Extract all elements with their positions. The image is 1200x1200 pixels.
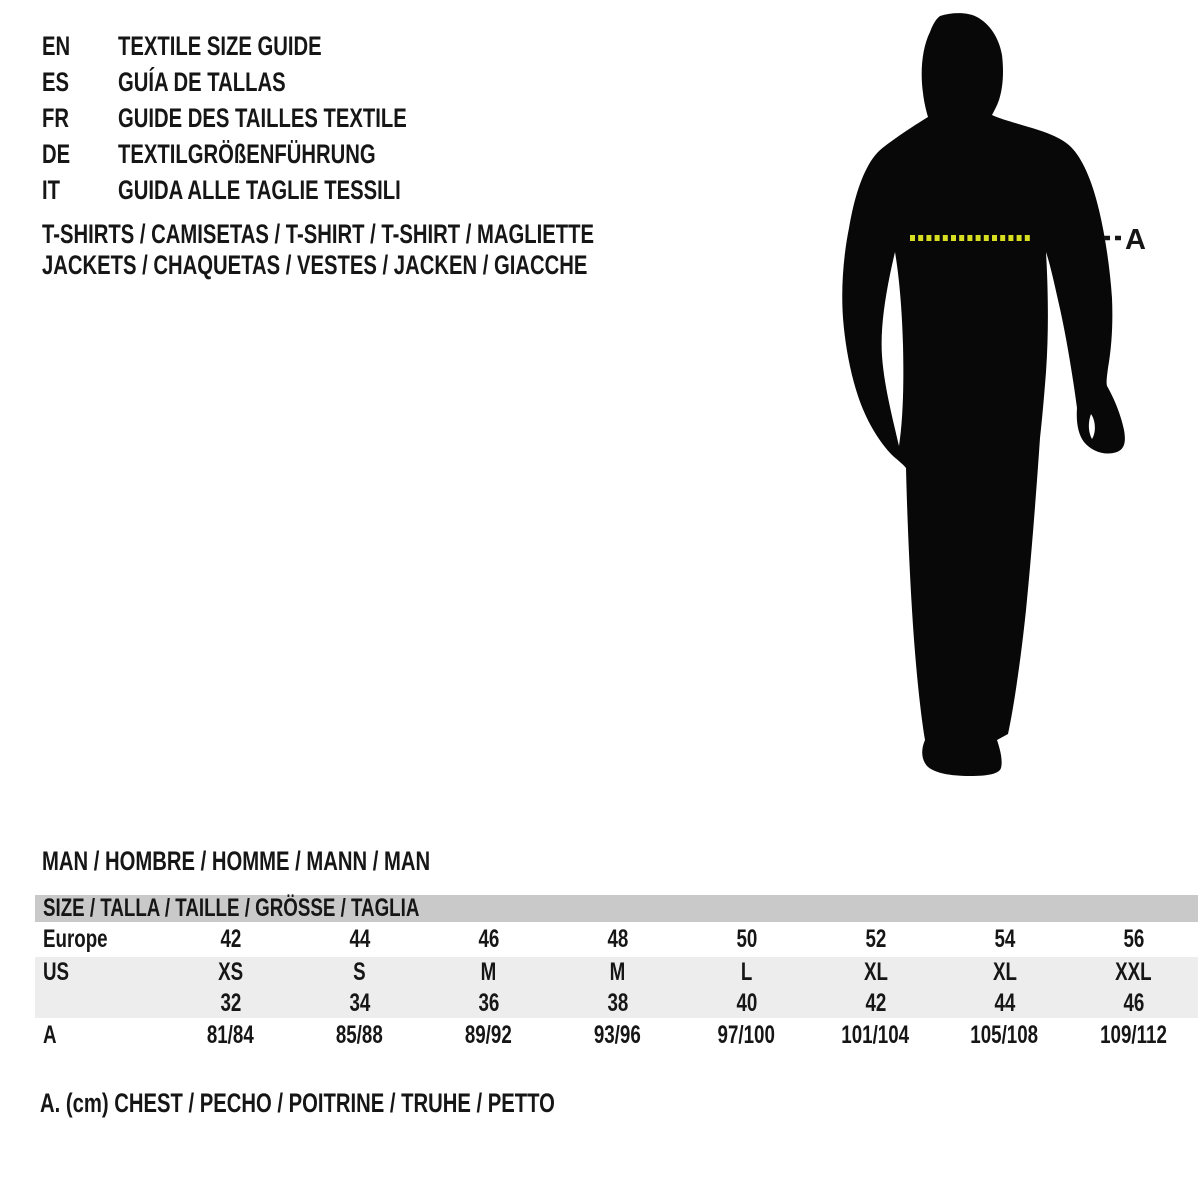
- cell-value: 46: [1123, 988, 1144, 1017]
- cell-value: 32: [220, 988, 241, 1017]
- cell-value: XS: [217, 958, 244, 986]
- cell-value: 52: [865, 925, 886, 953]
- cell-value: S: [353, 958, 366, 986]
- cell-value: 44: [994, 988, 1015, 1017]
- cell-value: L: [740, 958, 753, 986]
- cell-value: XL: [992, 958, 1017, 986]
- man-silhouette: [842, 13, 1125, 776]
- size-table-header: [35, 895, 1198, 922]
- table-row-us: [35, 957, 1198, 988]
- cell-value: 34: [349, 988, 370, 1017]
- language-code: EN: [42, 31, 71, 61]
- language-title: GUIDA ALLE TAGLIE TESSILI: [118, 175, 401, 205]
- category-list: [42, 219, 778, 281]
- cell-value: 97/100: [717, 1021, 776, 1049]
- cell-value: 105/108: [970, 1021, 1039, 1049]
- category-line-jackets: JACKETS / CHAQUETAS / VESTES / JACKEN / GIACCHE: [42, 250, 588, 280]
- table-row-chest: [35, 1018, 1198, 1053]
- cell-value: 40: [736, 988, 757, 1017]
- cell-value: 89/92: [465, 1021, 512, 1049]
- shaded-band: [35, 957, 1198, 1018]
- cell-value: 81/84: [207, 1021, 254, 1049]
- language-list: [42, 28, 503, 208]
- row-label: Europe: [43, 925, 108, 953]
- language-title: TEXTILE SIZE GUIDE: [118, 31, 322, 61]
- cell-value: XXL: [1115, 958, 1152, 986]
- language-title: GUIDE DES TAILLES TEXTILE: [118, 103, 407, 133]
- row-label: A: [43, 1021, 57, 1049]
- language-code: ES: [42, 67, 70, 97]
- cell-value: XL: [863, 958, 888, 986]
- cell-value: 93/96: [594, 1021, 641, 1049]
- measure-footnote: A. (cm) CHEST / PECHO / POITRINE / TRUHE / PETTO: [40, 1088, 555, 1118]
- cell-value: 44: [349, 925, 370, 953]
- cell-value: M: [609, 958, 626, 986]
- cell-value: 101/104: [841, 1021, 910, 1049]
- language-row-it: [42, 172, 503, 208]
- cell-value: 42: [220, 925, 241, 953]
- language-row-en: [42, 28, 503, 64]
- size-table-header-label: SIZE / TALLA / TAILLE / GRÖSSE / TAGLIA: [43, 894, 420, 922]
- language-code: IT: [42, 175, 60, 205]
- cell-value: 54: [994, 925, 1015, 953]
- cell-value: 85/88: [336, 1021, 383, 1049]
- cell-value: 36: [478, 988, 499, 1017]
- man-silhouette-figure: [838, 10, 1160, 782]
- language-title: TEXTILGRÖßENFÜHRUNG: [118, 139, 376, 169]
- cell-value: 48: [607, 925, 628, 953]
- cell-value: 38: [607, 988, 628, 1017]
- cell-value: M: [480, 958, 497, 986]
- cell-value: 50: [736, 925, 757, 953]
- language-code: DE: [42, 139, 71, 169]
- cell-value: 56: [1123, 925, 1144, 953]
- language-row-fr: [42, 100, 503, 136]
- table-row-alt-sizes: [35, 988, 1198, 1018]
- language-title: GUÍA DE TALLAS: [118, 67, 286, 97]
- category-line-tshirts: T-SHIRTS / CAMISETAS / T-SHIRT / T-SHIRT / MAGLIETTE: [42, 219, 595, 249]
- language-row-es: [42, 64, 503, 100]
- size-table: [35, 895, 1198, 1053]
- cell-value: 109/112: [1100, 1021, 1167, 1049]
- language-code: FR: [42, 103, 69, 133]
- cell-value: 46: [478, 925, 499, 953]
- row-label: US: [43, 958, 70, 986]
- language-row-de: [42, 136, 503, 172]
- section-title-man: MAN / HOMBRE / HOMME / MANN / MAN: [42, 846, 431, 876]
- table-row-europe: [35, 922, 1198, 957]
- cell-value: 42: [865, 988, 886, 1017]
- measure-a-label: A: [1125, 224, 1146, 256]
